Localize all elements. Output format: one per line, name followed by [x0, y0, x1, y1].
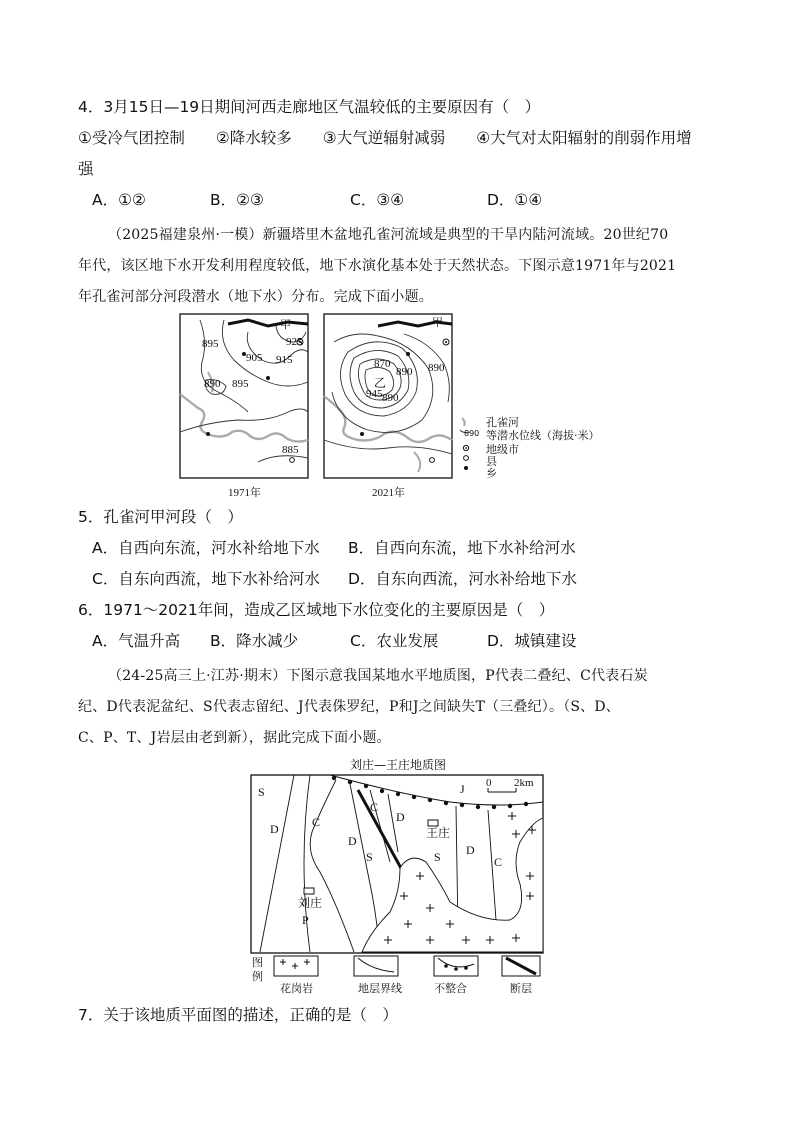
q4-option-c[interactable]: C．③④	[350, 191, 405, 209]
map-jia-1971: 甲	[280, 319, 291, 331]
legend-county: 县	[486, 455, 497, 468]
stratum-d-4: D	[466, 843, 475, 857]
geo-legend-granite: 花岗岩	[280, 982, 313, 995]
stratum-c-2: C	[370, 800, 379, 814]
q4-option-a[interactable]: A．①②	[92, 191, 146, 209]
stratum-d-1: D	[270, 822, 279, 836]
geo-legend-head: 图例	[252, 956, 263, 983]
map-jia-2021: 甲	[432, 317, 443, 329]
geo-legend-fault: 断层	[510, 982, 532, 995]
legend-contour: 等潜水位线（海拔·米）	[486, 429, 600, 442]
stratum-d-3: D	[396, 810, 405, 824]
contour-2021-c: 945	[366, 388, 383, 400]
q5-option-a[interactable]: A．自西向东流，河水补给地下水	[92, 539, 320, 557]
q6-option-b[interactable]: B．降水减少	[210, 632, 299, 650]
stratum-p: P	[302, 913, 309, 927]
contour-1971-a: 895	[202, 338, 219, 350]
q5-option-d[interactable]: D．自东向西流，河水补给地下水	[348, 570, 577, 588]
scale-bar	[488, 788, 516, 792]
geological-map	[250, 772, 546, 998]
contour-2021-b: 890	[396, 366, 413, 378]
contour-2021-e: 890	[428, 362, 445, 374]
q5-option-b[interactable]: B．自西向东流，地下水补给河水	[348, 539, 576, 557]
legend-river: 孔雀河	[486, 416, 519, 429]
map-2021-caption: 2021年	[372, 487, 405, 499]
intro1-line3: 年孔雀河部分河段潜水（地下水）分布。完成下面小题。	[78, 289, 433, 305]
q6-option-c[interactable]: C．农业发展	[350, 632, 439, 650]
q5-option-c[interactable]: C．自东向西流，地下水补给河水	[92, 570, 320, 588]
q6-stem: 6．1971～2021年间，造成乙区域地下水位变化的主要原因是（ ）	[78, 601, 555, 619]
q7-stem: 7．关于该地质平面图的描述，正确的是（ ）	[78, 1006, 398, 1024]
q4-items-line2: 强	[78, 160, 94, 178]
scale-zero: 0	[486, 777, 492, 789]
stratum-s-2: S	[366, 850, 373, 864]
intro2-line2: 纪、D代表泥盆纪、S代表志留纪、J代表侏罗纪，P和J之间缺失T（三叠纪）。（S、D、	[78, 699, 621, 715]
q4-stem: 4．3月15日—19日期间河西走廊地区气温较低的主要原因有（ ）	[78, 98, 541, 116]
geo-legend-unconformity: 不整合	[434, 982, 467, 995]
intro1-line1: （2025福建泉州·一模）新疆塔里木盆地孔雀河流域是典型的干旱内陆河流域。20世纪70	[108, 227, 669, 243]
q6-option-a[interactable]: A．气温升高	[92, 632, 181, 650]
contour-1971-f: 890	[204, 378, 221, 390]
contour-1971-d: 915	[276, 354, 293, 366]
q5-stem: 5．孔雀河甲河段（ ）	[78, 508, 243, 526]
geomap-title: 刘庄—王庄地质图	[350, 758, 447, 772]
contour-2021-a: 870	[374, 358, 391, 370]
intro2-line3: C、P、T、J岩层由老到新），据此完成下面小题。	[78, 730, 391, 746]
map-1971-caption: 1971年	[228, 487, 261, 499]
q4-option-b[interactable]: B．②③	[210, 191, 264, 209]
legend-township: 乡	[486, 467, 497, 480]
map-yi-label: 乙	[374, 376, 387, 390]
legend-river-symbol	[462, 418, 465, 426]
liuzhuang-label: 刘庄	[298, 896, 323, 910]
contour-1971-c: 905	[246, 352, 263, 364]
q4-option-d[interactable]: D．①④	[487, 191, 543, 209]
legend-city: 地级市	[486, 443, 519, 456]
q6-option-d[interactable]: D．城镇建设	[487, 632, 577, 650]
wangzhuang-label: 王庄	[426, 826, 451, 840]
groundwater-map	[178, 312, 478, 482]
stratum-c-1: C	[312, 815, 321, 829]
legend-contour-sample: 890	[464, 429, 480, 438]
intro2-line1: （24-25高三上·江苏·期末）下图示意我国某地水平地质图，P代表二叠纪、C代表石炭	[108, 668, 648, 684]
contour-1971-g: 895	[232, 378, 249, 390]
stratum-s-3: S	[434, 850, 441, 864]
stratum-s-1: S	[258, 785, 265, 799]
contour-1971-e: 925	[286, 336, 303, 348]
geo-legend-boundary: 地层界线	[358, 982, 402, 995]
q4-items-line1: ①受冷气团控制 ②降水较多 ③大气逆辐射减弱 ④大气对太阳辐射的削弱作用增	[78, 129, 692, 147]
contour-2021-d: 890	[382, 392, 399, 404]
intro1-line2: 年代，该区地下水开发利用程度较低，地下水演化基本处于天然状态。下图示意1971年与2021	[78, 258, 677, 274]
contour-1971-h: 885	[282, 444, 299, 456]
stratum-d-2: D	[348, 834, 357, 848]
stratum-c-3: C	[494, 855, 503, 869]
scale-label: 2km	[514, 777, 534, 789]
stratum-j: J	[460, 782, 465, 796]
